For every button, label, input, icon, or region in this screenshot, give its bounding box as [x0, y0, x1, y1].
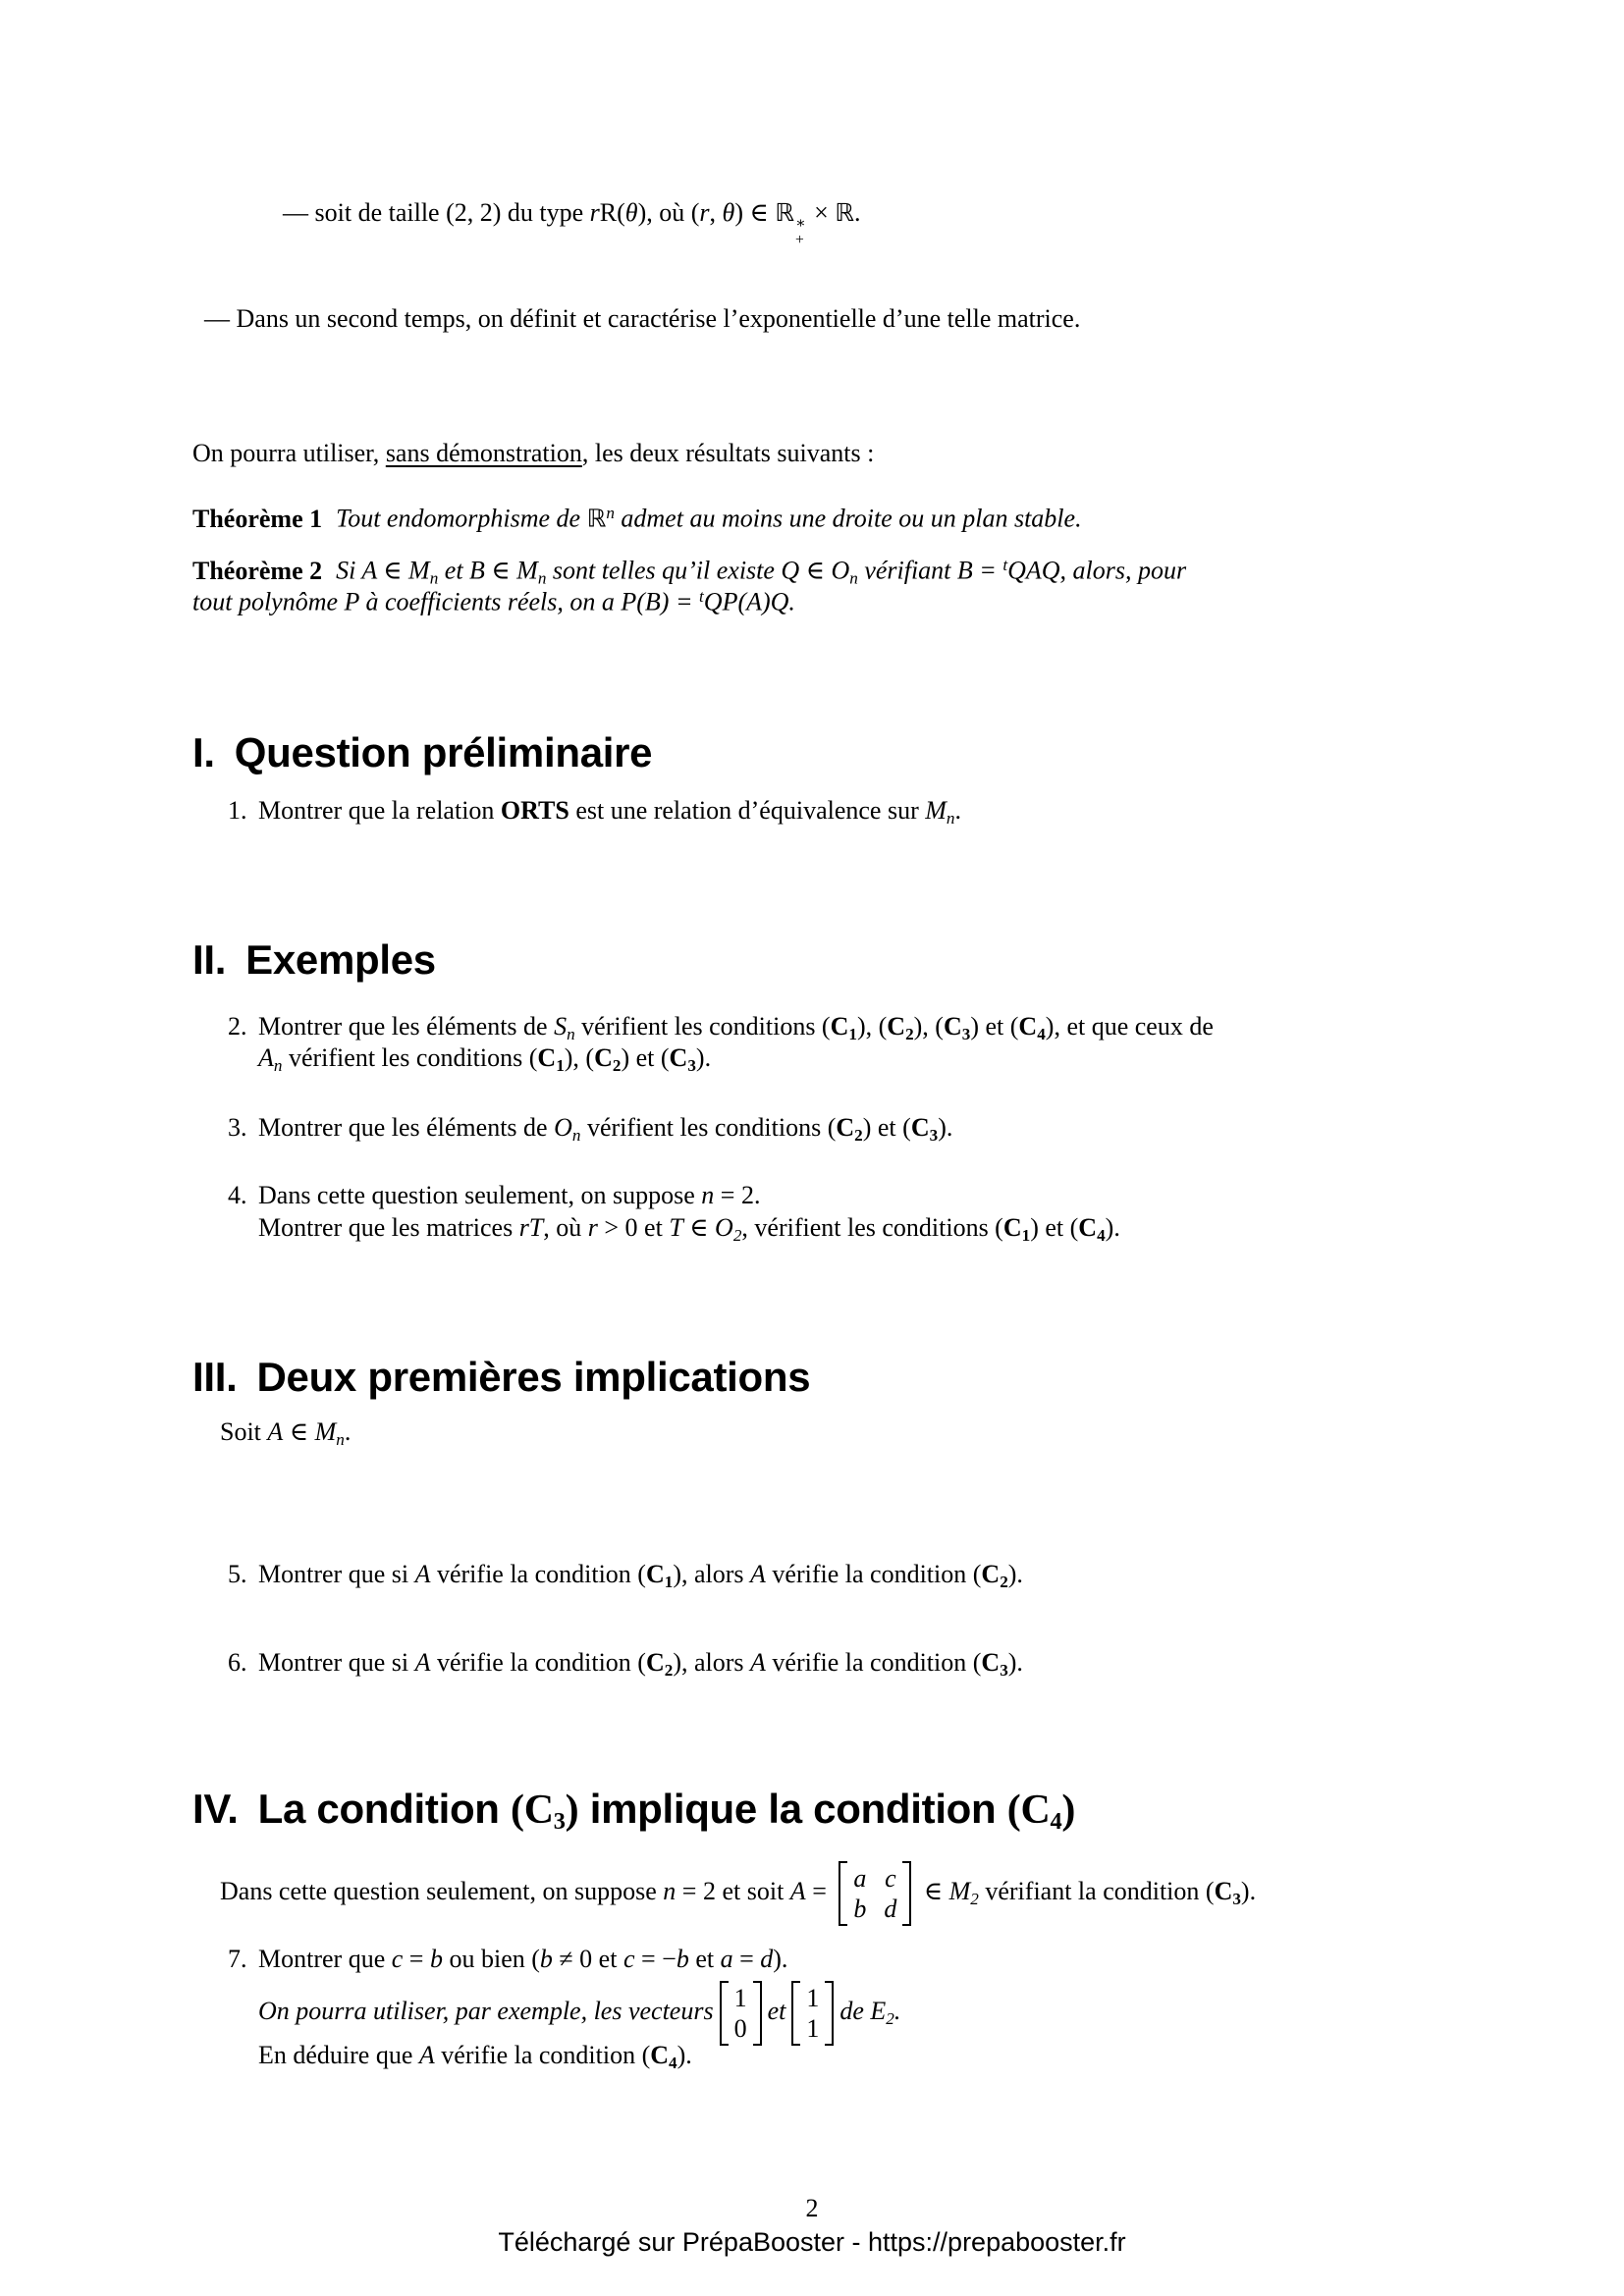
text-segment: 2 [854, 1125, 863, 1145]
section-heading-4 [192, 1786, 1075, 1845]
text-segment: ) [1061, 1788, 1076, 1833]
text-segment: C [836, 1113, 855, 1142]
matrix-right-bracket [753, 1981, 762, 2046]
question-number: 7. [228, 1945, 247, 1973]
question-text [258, 1012, 1214, 1041]
theorem-1 [192, 498, 1082, 535]
text-segment: Montrer que les éléments de [258, 1113, 555, 1142]
question-number: 5. [228, 1560, 247, 1588]
text-segment: QP(A)Q. [703, 587, 795, 616]
matrix-cells [729, 1981, 753, 2046]
text-segment: vérifiant la condition ( [978, 1877, 1215, 1906]
text-segment: n [537, 568, 547, 588]
text-segment: et [767, 1997, 786, 2026]
text-segment: Théorème 2 [192, 556, 323, 585]
text-segment: ). [773, 1945, 788, 1973]
section-number: IV. [192, 1786, 239, 1832]
matrix-cell: 1 [806, 1984, 820, 2012]
text-segment: C [830, 1012, 849, 1041]
text-segment: 4 [669, 2053, 677, 2072]
text-segment: 4 [1050, 1808, 1062, 1836]
question-item-4 [228, 1180, 760, 1211]
matrix-cell: c [885, 1864, 896, 1893]
section-heading-3 [192, 1354, 810, 1401]
text-segment: > 0 et [597, 1213, 670, 1242]
text-segment: C [1078, 1213, 1098, 1242]
text-segment: On pourra utiliser, par exemple, les vecteurs [258, 1997, 714, 2026]
text-segment: 2 [886, 2008, 894, 2028]
text-segment: A [418, 2041, 435, 2069]
question-text [258, 1560, 1023, 1591]
text-segment: a [720, 1945, 733, 1973]
text-segment: Tout endomorphisme de [336, 504, 587, 533]
text-segment: n [273, 1055, 283, 1075]
text-segment: tout polynôme P à coefficients réels, on a P(B) = [192, 587, 700, 616]
text-segment: ∈ [682, 1213, 716, 1242]
question-item-1 [228, 795, 961, 834]
text-segment: 3 [929, 1125, 939, 1145]
text-segment: Exemples [245, 936, 436, 983]
matrix [720, 1981, 762, 2046]
matrix-cell: 1 [733, 1984, 747, 2012]
text-segment: C [1018, 1012, 1038, 1041]
text-segment: ou bien ( [442, 1945, 540, 1973]
text-segment: C [594, 1043, 613, 1072]
text-segment: n [336, 1429, 345, 1449]
text-segment: A [267, 1417, 284, 1446]
text-segment: ). [938, 1113, 953, 1142]
soit-paragraph [220, 1416, 351, 1456]
matrix-right-bracket [902, 1861, 911, 1926]
text-segment: 2 [664, 1660, 674, 1680]
theorem-2-line-2 [192, 581, 795, 618]
text-segment: R( [599, 198, 625, 227]
text-segment: S [554, 1012, 568, 1041]
text-segment: = [732, 1945, 761, 1973]
text-segment: n [946, 808, 955, 828]
text-segment: 1 [664, 1572, 674, 1591]
text-segment: ≠ 0 et [552, 1945, 623, 1973]
question-item-2-line-2 [258, 1042, 711, 1082]
text-segment: = − [634, 1945, 677, 1973]
text-segment: ∈ [283, 1417, 315, 1446]
text-segment: 1 [556, 1055, 565, 1075]
question-item-6 [228, 1647, 1023, 1686]
text-segment: ) et ( [970, 1012, 1019, 1041]
text-segment: ) [565, 1788, 579, 1833]
text-segment: ). [1007, 1648, 1023, 1677]
text-segment: — soit de taille (2, 2) du type [283, 198, 590, 227]
text-segment: ) et ( [1030, 1213, 1079, 1242]
text-segment: 3 [553, 1808, 566, 1836]
text-segment: r [589, 198, 600, 227]
text-segment: c [391, 1945, 404, 1973]
text-segment: 1 [848, 1024, 857, 1043]
text-segment: t [1002, 556, 1008, 574]
question-text [258, 1945, 787, 1973]
text-segment: vérifie la condition ( [434, 2041, 651, 2069]
text-segment: vérifie la condition ( [430, 1648, 646, 1677]
text-segment: Si A ∈ M [336, 556, 430, 585]
text-segment: ). [677, 2041, 692, 2069]
question-item-7-line-3 [258, 2040, 692, 2079]
text-segment: . [344, 1417, 352, 1446]
text-segment: b [539, 1945, 553, 1973]
text-segment: C [645, 1648, 665, 1677]
text-segment: n [429, 568, 439, 588]
text-segment: Montrer que si [258, 1560, 415, 1588]
text-segment: = 2. [714, 1181, 761, 1209]
question-item-5 [228, 1559, 1023, 1598]
text-segment: C [981, 1648, 1001, 1677]
matrix-left-bracket [839, 1861, 847, 1926]
text-segment: vérifie la condition ( [430, 1560, 646, 1588]
text-segment: b [676, 1945, 689, 1973]
question-number: 2. [228, 1012, 247, 1041]
matrix-cell: 1 [806, 2014, 820, 2044]
text-segment: C [645, 1560, 665, 1588]
text-segment: A [414, 1560, 431, 1588]
text-segment: Montrer que les matrices [258, 1213, 519, 1242]
text-segment: C [669, 1043, 688, 1072]
text-segment: ), ( [856, 1012, 888, 1041]
text-segment: ), où ( [637, 198, 700, 227]
text-segment: A [750, 1648, 766, 1677]
section-number: III. [192, 1354, 238, 1400]
section-4-intro [220, 1861, 1256, 1926]
question-text [258, 796, 961, 828]
text-segment: C [887, 1012, 906, 1041]
text-segment: sans démonstration [385, 439, 582, 467]
text-segment: d [760, 1945, 774, 1973]
section-title [245, 936, 436, 983]
text-segment: Théorème 1 [192, 504, 323, 533]
text-segment: r [699, 198, 710, 227]
section-number: II. [192, 936, 227, 983]
question-text [258, 1648, 1023, 1680]
text-segment: , vérifient les conditions ( [741, 1213, 1003, 1242]
text-segment: C [981, 1560, 1001, 1588]
text-segment: est une relation d’équivalence sur [568, 796, 926, 825]
question-item-7-line-2 [258, 1981, 900, 2046]
text-segment: 3 [1000, 1660, 1008, 1680]
question-item-4-line-2 [258, 1212, 1120, 1252]
text-segment: Montrer que les éléments de [258, 1012, 555, 1041]
question-item-7 [228, 1944, 787, 1975]
question-number: 4. [228, 1181, 247, 1209]
page-number: 2 [805, 2194, 819, 2222]
text-segment: vérifient les conditions ( [282, 1043, 538, 1072]
text-segment: C [650, 2041, 670, 2069]
text-segment: ) et ( [862, 1113, 911, 1142]
text-segment: . [854, 198, 861, 227]
text-segment: t [699, 587, 704, 606]
text-segment: , [709, 198, 723, 227]
text-segment: ), ( [564, 1043, 595, 1072]
matrix-left-bracket [791, 1981, 800, 2046]
text-segment: ℝ [586, 504, 607, 533]
text-segment: C [910, 1113, 930, 1142]
text-segment: M [948, 1877, 971, 1906]
text-segment: admet au moins une droite ou un plan stable. [614, 504, 1082, 533]
text-segment: = [805, 1877, 834, 1906]
text-segment: (C [511, 1788, 554, 1833]
matrix-cell: a [853, 1864, 867, 1893]
section-title [257, 1786, 1076, 1836]
text-segment: ). [1105, 1213, 1120, 1242]
text-segment: Dans cette question seulement, on suppose [220, 1877, 664, 1906]
text-segment: O [715, 1213, 733, 1242]
text-segment: sont telles qu’il existe Q ∈ O [546, 556, 850, 585]
intro-bullet-main [204, 303, 1080, 335]
text-segment: O [554, 1113, 572, 1142]
matrix-cell: 0 [733, 2014, 747, 2044]
text-segment: M [314, 1417, 337, 1446]
text-segment: C [1002, 1213, 1022, 1242]
text-segment: ). [695, 1043, 712, 1072]
text-segment: 2 [1000, 1572, 1008, 1591]
text-segment: (C [1006, 1788, 1051, 1833]
text-segment: M [925, 796, 947, 825]
text-segment: ). [1007, 1560, 1023, 1588]
text-segment: Montrer que [258, 1945, 392, 1973]
text-segment: vérifient les conditions ( [574, 1012, 831, 1041]
text-segment: — Dans un second temps, on définit et caractérise l’exponentielle d’une telle matrice. [204, 304, 1081, 333]
section-number: I. [192, 729, 215, 775]
question-number: 6. [228, 1648, 247, 1677]
text-segment: b [429, 1945, 443, 1973]
text-segment: 4 [1097, 1225, 1106, 1245]
text-segment: T [669, 1213, 683, 1242]
section-heading-2 [192, 936, 436, 984]
text-segment: vérifie la condition ( [765, 1560, 982, 1588]
text-segment: . [954, 796, 961, 825]
text-segment: A [258, 1043, 274, 1072]
text-segment: 3 [1232, 1889, 1241, 1908]
text-segment: de E [839, 1997, 887, 2026]
text-segment: ) ∈ [734, 198, 776, 227]
question-text [258, 1113, 953, 1145]
stacked-sup-sub: ∗ + [794, 215, 806, 249]
text-segment: 2 [612, 1055, 622, 1075]
text-segment: 3 [961, 1024, 971, 1043]
text-segment: ORTS [500, 796, 569, 825]
question-number: 1. [228, 796, 247, 825]
text-segment: θ [624, 198, 638, 227]
text-segment: ) et ( [621, 1043, 670, 1072]
question-text [258, 1181, 760, 1209]
text-segment: A [414, 1648, 431, 1677]
footer-credit: Téléchargé sur PrépaBooster - https://prepabooster.fr [498, 2227, 1126, 2257]
text-segment: A [789, 1877, 806, 1906]
text-segment: c [623, 1945, 635, 1973]
use-note [192, 438, 874, 469]
text-segment: n [849, 568, 858, 588]
matrix-right-bracket [825, 1981, 834, 2046]
matrix-left-bracket [720, 1981, 729, 2046]
text-segment: 3 [687, 1055, 696, 1075]
text-segment: n [663, 1877, 677, 1906]
text-segment: ). [1240, 1877, 1257, 1906]
text-segment: vérifient les conditions ( [580, 1113, 837, 1142]
text-segment: implique la condition [578, 1786, 1007, 1832]
text-segment: , les deux résultats suivants : [581, 439, 875, 467]
text-segment: Dans cette question seulement, on suppose [258, 1181, 702, 1209]
text-segment: C [1214, 1877, 1233, 1906]
text-segment: n [567, 1024, 575, 1043]
text-segment: ), alors [673, 1648, 751, 1677]
matrix [791, 1981, 834, 2046]
text-segment: = [403, 1945, 430, 1973]
text-segment: Montrer que si [258, 1648, 415, 1677]
text-segment: = 2 et soit [676, 1877, 790, 1906]
matrix-cell: b [853, 1895, 867, 1924]
text-segment: ℝ [835, 198, 855, 227]
text-segment: et [688, 1945, 721, 1973]
text-segment: ), et que ceux de [1045, 1012, 1214, 1041]
text-segment: rT [518, 1213, 544, 1242]
text-segment: θ [722, 198, 735, 227]
text-segment: La condition [257, 1786, 512, 1832]
text-segment: . [893, 1997, 901, 2026]
text-segment: ), ( [913, 1012, 944, 1041]
text-segment: n [701, 1181, 715, 1209]
text-segment: Montrer que la relation [258, 796, 501, 825]
text-segment: QAQ, alors, pour [1007, 556, 1187, 585]
text-segment: r [587, 1213, 598, 1242]
section-heading-1 [192, 729, 652, 776]
text-segment: Question préliminaire [234, 729, 653, 775]
text-segment: vérifie la condition ( [765, 1648, 982, 1677]
text-segment: C [943, 1012, 962, 1041]
question-number: 3. [228, 1113, 247, 1142]
text-segment: 1 [1021, 1225, 1031, 1245]
text-segment: En déduire que [258, 2041, 419, 2069]
text-segment: et B ∈ M [438, 556, 538, 585]
matrix-cells [847, 1861, 902, 1926]
text-segment: ∈ [917, 1877, 949, 1906]
text-segment: , où [543, 1213, 588, 1242]
text-segment: 2 [732, 1225, 742, 1245]
text-segment: On pourra utiliser, [192, 439, 386, 467]
text-segment: A [750, 1560, 766, 1588]
question-item-3 [228, 1112, 952, 1151]
section-title [235, 729, 652, 775]
matrix-cell: d [884, 1895, 897, 1924]
text-segment: n [571, 1125, 581, 1145]
intro-bullet-nested [283, 197, 861, 248]
text-segment: 4 [1037, 1024, 1046, 1043]
text-segment: Soit [220, 1417, 268, 1446]
matrix [839, 1861, 911, 1926]
text-segment: Deux premières implications [256, 1354, 811, 1400]
text-segment: vérifiant B = [857, 556, 1003, 585]
text-segment: × [807, 198, 836, 227]
section-title [256, 1354, 810, 1400]
text-segment: C [537, 1043, 557, 1072]
text-segment: 2 [970, 1889, 979, 1908]
text-segment: ℝ [775, 198, 794, 227]
text-segment: n [606, 504, 615, 522]
matrix-cells [800, 1981, 825, 2046]
text-segment: 2 [905, 1024, 914, 1043]
text-segment: ), alors [673, 1560, 751, 1588]
